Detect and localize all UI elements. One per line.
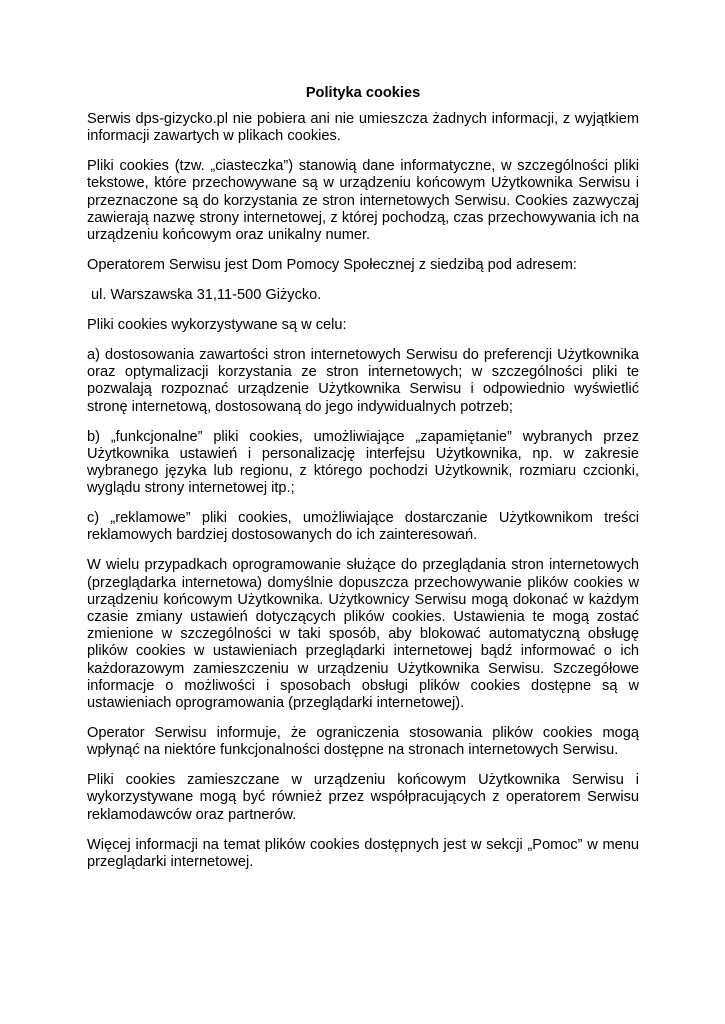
- paragraph-operator: Operatorem Serwisu jest Dom Pomocy Społecznej z siedzibą pod adresem:: [87, 257, 577, 274]
- paragraph-purpose-c: c) „reklamowe” pliki cookies, umożliwiające dostarczanie Użytkownikom treści reklamowych bardziej dostosowanych do ich zainteresowań.: [87, 510, 639, 544]
- document-title: Polityka cookies: [305, 85, 421, 101]
- paragraph-partners: Pliki cookies zamieszczane w urządzeniu końcowym Użytkownika Serwisu i wykorzystywane mogą być również przez współpracujących z operatorem Serwisu reklamodawców oraz partnerów.: [87, 772, 639, 823]
- paragraph-purpose-b: b) „funkcjonalne” pliki cookies, umożliwiające „zapamiętanie” wybranych przez Użytkownika ustawień i personalizację interfejsu Użytkownika, np. w zakresie wybranego języka lub regionu, z którego pochodzi Użytkownik, rozmiaru czcionki, wyglądu strony internetowej itp.;: [87, 428, 639, 497]
- paragraph-intro: Serwis dps-gizycko.pl nie pobiera ani nie umieszcza żadnych informacji, z wyjątkiem informacji zawartych w plikach cookies.: [87, 111, 639, 145]
- paragraph-purpose-a: a) dostosowania zawartości stron internetowych Serwisu do preferencji Użytkownika oraz optymalizacji korzystania ze stron internetowych; w szczególności pliki te pozwalają rozpoznać urządzenie Użytkownika Serwisu i odpowiednio wyświetlić stronę internetową, dostosowaną do jego indywidualnych potrzeb;: [87, 347, 639, 415]
- paragraph-browser-settings: W wielu przypadkach oprogramowanie służące do przeglądania stron internetowych (przeglądarka internetowa) domyślnie dopuszcza przechowywanie plików cookies w urządzeniu końcowym Użytkownika. Użytkownicy Serwisu mogą dokonać w każdym czasie zmiany ustawień dotyczących plików cookies. Ustawienia te mogą zostać zmienione w szczególności w taki sposób, aby blokować automatyczną obsługę plików cookies w ustawieniach przeglądarki internetowej bądź informować o ich każdorazowym zamieszczeniu w urządzeniu Użytkownika Serwisu. Szczegółowe informacje o możliwości i sposobach obsługi plików cookies dostępne są w ustawieniach oprogramowania (przeglądarki internetowej).: [87, 557, 639, 712]
- document-page: [87, 84, 639, 884]
- paragraph-limitations: Operator Serwisu informuje, że ograniczenia stosowania plików cookies mogą wpłynąć na niektóre funkcjonalności dostępne na stronach internetowych Serwisu.: [87, 725, 639, 759]
- paragraph-address: ul. Warszawska 31,11-500 Giżycko.: [91, 287, 322, 304]
- paragraph-more-info: Więcej informacji na temat plików cookies dostępnych jest w sekcji „Pomoc” w menu przeglądarki internetowej.: [87, 836, 639, 870]
- paragraph-purpose-intro: Pliki cookies wykorzystywane są w celu:: [87, 317, 347, 334]
- paragraph-definition: Pliki cookies (tzw. „ciasteczka”) stanowią dane informatyczne, w szczególności pliki tekstowe, które przechowywane są w urządzeniu końcowym Użytkownika Serwisu i przeznaczone są do korzystania ze stron internetowych Serwisu. Cookies zazwyczaj zawierają nazwę strony internetowej, z której pochodzą, czas przechowywania ich na urządzeniu końcowym oraz unikalny numer.: [87, 158, 639, 244]
